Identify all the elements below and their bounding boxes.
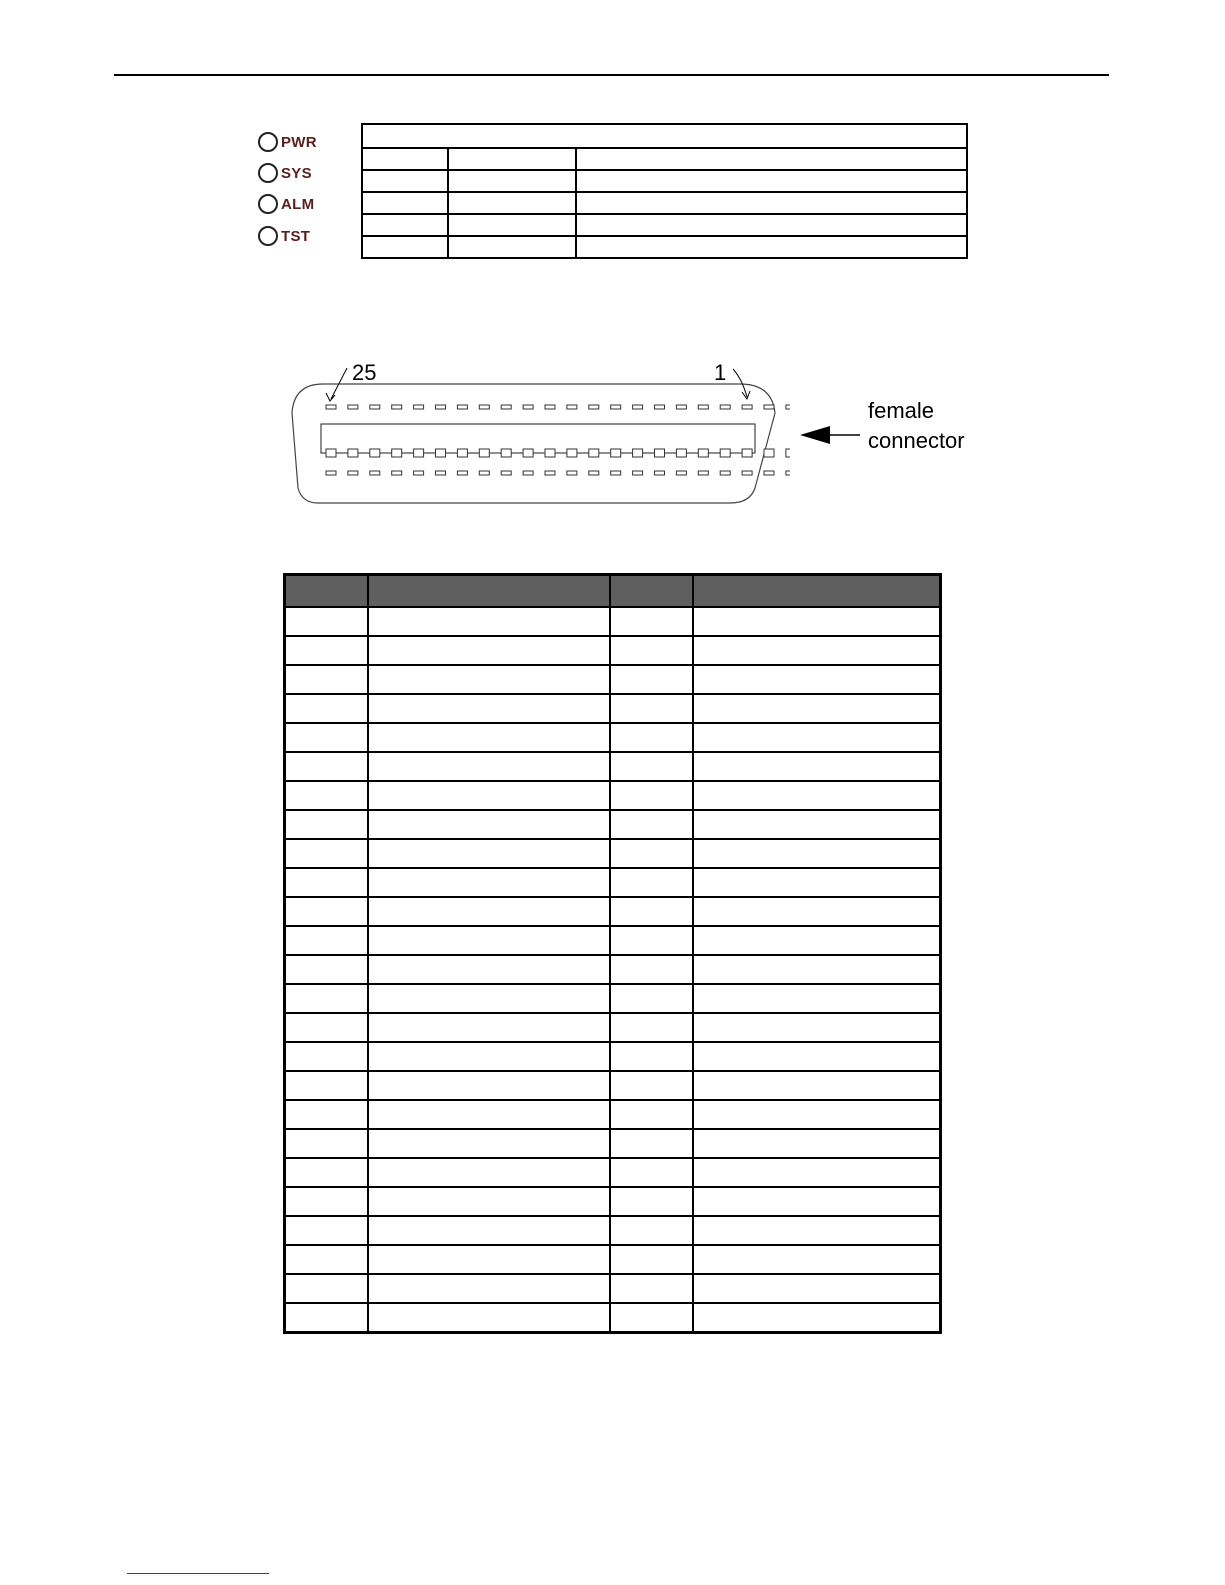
pinout-cell [610, 1216, 693, 1245]
connector-pin-top [698, 405, 708, 409]
pinout-cell [610, 810, 693, 839]
led-tst-label: TST [281, 227, 311, 245]
pinout-cell [368, 752, 610, 781]
pinout-row [285, 1071, 941, 1100]
pinout-row [285, 723, 941, 752]
pinout-row [285, 1187, 941, 1216]
pinout-cell [285, 897, 368, 926]
connector-pin-top [655, 405, 665, 409]
connector-pin-bottom [764, 471, 774, 475]
pin-25-label: 25 [352, 360, 377, 385]
led-table-row [362, 170, 967, 192]
pinout-cell [285, 1013, 368, 1042]
pinout-cell [610, 1274, 693, 1303]
pinout-row [285, 839, 941, 868]
pinout-cell [368, 1158, 610, 1187]
pinout-cell [285, 1129, 368, 1158]
connector-pin-bottom [348, 471, 358, 475]
pinout-cell [285, 984, 368, 1013]
pinout-row [285, 1013, 941, 1042]
pinout-row [285, 636, 941, 665]
pinout-cell [693, 1158, 941, 1187]
connector-pin-bottom [457, 471, 467, 475]
led-sys [258, 161, 312, 185]
connector-pin-middle [348, 449, 358, 457]
connector-pin-top [611, 405, 621, 409]
female-label-line2: connector [868, 428, 965, 453]
pinout-cell [610, 694, 693, 723]
pinout-cell [693, 1274, 941, 1303]
pinout-cell [610, 752, 693, 781]
pinout-cell [610, 636, 693, 665]
connector-pin-top [567, 405, 577, 409]
pinout-cell [285, 1245, 368, 1274]
pinout-row [285, 868, 941, 897]
pinout-header-signal-a [368, 575, 610, 608]
connector-pin-bottom [720, 471, 730, 475]
connector-pin-middle [501, 449, 511, 457]
connector-pin-top [348, 405, 358, 409]
pinout-cell [285, 694, 368, 723]
pinout-row [285, 781, 941, 810]
pinout-row [285, 694, 941, 723]
pinout-cell [693, 781, 941, 810]
pinout-row [285, 1100, 941, 1129]
pinout-cell [610, 897, 693, 926]
connector-pin-bottom [589, 471, 599, 475]
led-table-row [362, 214, 967, 236]
connector-pin-middle [392, 449, 402, 457]
led-sys-label: SYS [281, 164, 312, 182]
pinout-row [285, 926, 941, 955]
pinout-cell [610, 868, 693, 897]
pinout-cell [285, 781, 368, 810]
pinout-row [285, 984, 941, 1013]
pinout-cell [610, 1013, 693, 1042]
pinout-cell [285, 607, 368, 636]
connector-pin-bottom [436, 471, 446, 475]
pinout-cell [285, 955, 368, 984]
connector-pin-top [633, 405, 643, 409]
connector-pin-bottom [633, 471, 643, 475]
pinout-cell [610, 665, 693, 694]
connector-pin-middle [698, 449, 708, 457]
pinout-row [285, 897, 941, 926]
pinout-cell [368, 723, 610, 752]
connector-pin-middle [633, 449, 643, 457]
pinout-cell [368, 810, 610, 839]
pinout-cell [285, 926, 368, 955]
pinout-cell [610, 1100, 693, 1129]
pinout-cell [610, 1129, 693, 1158]
pinout-cell [368, 1071, 610, 1100]
pinout-cell [368, 1100, 610, 1129]
pinout-row [285, 1129, 941, 1158]
pinout-header-signal-b [693, 575, 941, 608]
pinout-row [285, 955, 941, 984]
pinout-cell [693, 926, 941, 955]
pinout-cell [368, 694, 610, 723]
pinout-cell [285, 868, 368, 897]
pinout-cell [610, 1245, 693, 1274]
pinout-cell [693, 723, 941, 752]
pinout-cell [285, 723, 368, 752]
footer-link-underline [127, 1573, 269, 1574]
connector-pin-middle [567, 449, 577, 457]
pinout-cell [693, 897, 941, 926]
led-pwr [258, 130, 317, 154]
connector-pin-top [764, 405, 774, 409]
led-pwr-circle [258, 132, 278, 152]
pinout-cell [693, 636, 941, 665]
connector-pin-top [720, 405, 730, 409]
pinout-cell [285, 1100, 368, 1129]
led-alm-label: ALM [281, 195, 315, 213]
pinout-cell [368, 636, 610, 665]
pinout-cell [693, 810, 941, 839]
connector-pin-top [676, 405, 686, 409]
connector-pin-top [742, 405, 752, 409]
pinout-cell [285, 1187, 368, 1216]
connector-pin-middle [786, 449, 790, 457]
pinout-cell [610, 955, 693, 984]
pinout-cell [610, 1158, 693, 1187]
led-table-row [362, 192, 967, 214]
pinout-cell [368, 984, 610, 1013]
connector-pin-bottom [414, 471, 424, 475]
pinout-cell [693, 1245, 941, 1274]
led-table-row [362, 236, 967, 258]
pin-1-label: 1 [714, 360, 727, 385]
led-alm [258, 192, 314, 216]
connector-pin-middle [370, 449, 380, 457]
connector-pin-bottom [786, 471, 790, 475]
connector-pin-top [392, 405, 402, 409]
connector-pin-middle [742, 449, 752, 457]
pinout-cell [693, 1303, 941, 1333]
pinout-row [285, 665, 941, 694]
pinout-cell [610, 1303, 693, 1333]
connector-pin-bottom [742, 471, 752, 475]
pinout-cell [610, 781, 693, 810]
pinout-row [285, 752, 941, 781]
connector-pin-middle [764, 449, 774, 457]
pinout-cell [610, 1071, 693, 1100]
connector-pin-middle [479, 449, 489, 457]
led-tst-circle [258, 226, 278, 246]
female-connector-label [868, 396, 965, 456]
connector-pin-top [414, 405, 424, 409]
connector-pin-bottom [676, 471, 686, 475]
connector-pin-top [370, 405, 380, 409]
pinout-row [285, 810, 941, 839]
pinout-cell [610, 984, 693, 1013]
pinout-cell [610, 1187, 693, 1216]
pinout-cell [368, 839, 610, 868]
led-table-title-cell [362, 124, 967, 148]
connector-insert [321, 424, 755, 453]
connector-pin-bottom [545, 471, 555, 475]
pinout-cell [368, 1129, 610, 1158]
connector-pin-bottom [479, 471, 489, 475]
pinout-cell [610, 723, 693, 752]
pinout-row [285, 607, 941, 636]
pinout-cell [285, 1303, 368, 1333]
connector-pin-middle [676, 449, 686, 457]
pinout-cell [368, 1274, 610, 1303]
pinout-cell [693, 752, 941, 781]
pinout-cell [368, 607, 610, 636]
pinout-cell [285, 1274, 368, 1303]
pinout-cell [368, 926, 610, 955]
connector-pin-bottom [370, 471, 380, 475]
led-sys-circle [258, 163, 278, 183]
pinout-cell [693, 694, 941, 723]
connector-pin-bottom [523, 471, 533, 475]
connector-pin-middle [414, 449, 424, 457]
pinout-row [285, 1303, 941, 1333]
pinout-row [285, 1158, 941, 1187]
top-rule [114, 74, 1109, 76]
pinout-cell [693, 1042, 941, 1071]
connector-pin-top [545, 405, 555, 409]
connector-pin-middle [457, 449, 467, 457]
pinout-cell [368, 868, 610, 897]
connector-pin-bottom [611, 471, 621, 475]
pinout-cell [285, 1216, 368, 1245]
pinout-cell [610, 926, 693, 955]
connector-pin-top [326, 405, 336, 409]
connector-pin-middle [589, 449, 599, 457]
connector-pin-bottom [698, 471, 708, 475]
pinout-cell [693, 1187, 941, 1216]
pinout-cell [610, 839, 693, 868]
pinout-cell [693, 984, 941, 1013]
pinout-cell [693, 1100, 941, 1129]
pinout-cell [693, 1013, 941, 1042]
pinout-row [285, 1274, 941, 1303]
pinout-row [285, 1216, 941, 1245]
pinout-cell [693, 868, 941, 897]
female-label-line1: female [868, 398, 935, 423]
connector-pin-middle [655, 449, 665, 457]
arrow-left-icon [798, 424, 862, 446]
connector-pin-top [436, 405, 446, 409]
connector-pin-bottom [392, 471, 402, 475]
pinout-cell [693, 665, 941, 694]
pinout-cell [285, 636, 368, 665]
pinout-cell [693, 607, 941, 636]
pinout-cell [693, 1071, 941, 1100]
pinout-cell [368, 1042, 610, 1071]
pinout-cell [368, 1187, 610, 1216]
pinout-cell [285, 1071, 368, 1100]
pinout-header-pin-a [285, 575, 368, 608]
led-alm-circle [258, 194, 278, 214]
pinout-cell [368, 897, 610, 926]
led-pwr-label: PWR [281, 133, 317, 151]
connector-pin-middle [436, 449, 446, 457]
pinout-table [283, 573, 942, 1334]
connector-pin-top [457, 405, 467, 409]
pinout-header-pin-b [610, 575, 693, 608]
pinout-cell [285, 810, 368, 839]
connector-pin-middle [720, 449, 730, 457]
pinout-cell [610, 1042, 693, 1071]
led-table [361, 123, 968, 259]
pinout-cell [368, 1216, 610, 1245]
pinout-cell [368, 665, 610, 694]
pinout-cell [693, 1216, 941, 1245]
led-table-title-row [362, 124, 967, 148]
connector-pin-middle [611, 449, 621, 457]
pinout-cell [693, 955, 941, 984]
connector-pin-top [501, 405, 511, 409]
connector-pin-top [786, 405, 790, 409]
pinout-cell [285, 665, 368, 694]
pinout-row [285, 1042, 941, 1071]
connector-pin-top [479, 405, 489, 409]
pinout-cell [285, 1042, 368, 1071]
led-table-header-row [362, 148, 967, 170]
connector-pin-top [523, 405, 533, 409]
connector-pin-bottom [567, 471, 577, 475]
connector-pin-top [589, 405, 599, 409]
pinout-cell [693, 1129, 941, 1158]
pinout-row [285, 1245, 941, 1274]
pinout-cell [368, 1245, 610, 1274]
pinout-cell [368, 1013, 610, 1042]
pinout-cell [285, 1158, 368, 1187]
connector-pin-bottom [501, 471, 511, 475]
pinout-cell [368, 781, 610, 810]
pinout-cell [368, 955, 610, 984]
connector-pin-middle [545, 449, 555, 457]
connector-diagram [280, 355, 790, 515]
pinout-cell [368, 1303, 610, 1333]
connector-pin-middle [326, 449, 336, 457]
led-tst [258, 224, 310, 248]
pinout-cell [693, 839, 941, 868]
connector-pin-middle [523, 449, 533, 457]
connector-pin-bottom [655, 471, 665, 475]
pinout-cell [285, 752, 368, 781]
pinout-header-row [285, 575, 941, 608]
pinout-cell [610, 607, 693, 636]
pinout-cell [285, 839, 368, 868]
connector-pin-bottom [326, 471, 336, 475]
